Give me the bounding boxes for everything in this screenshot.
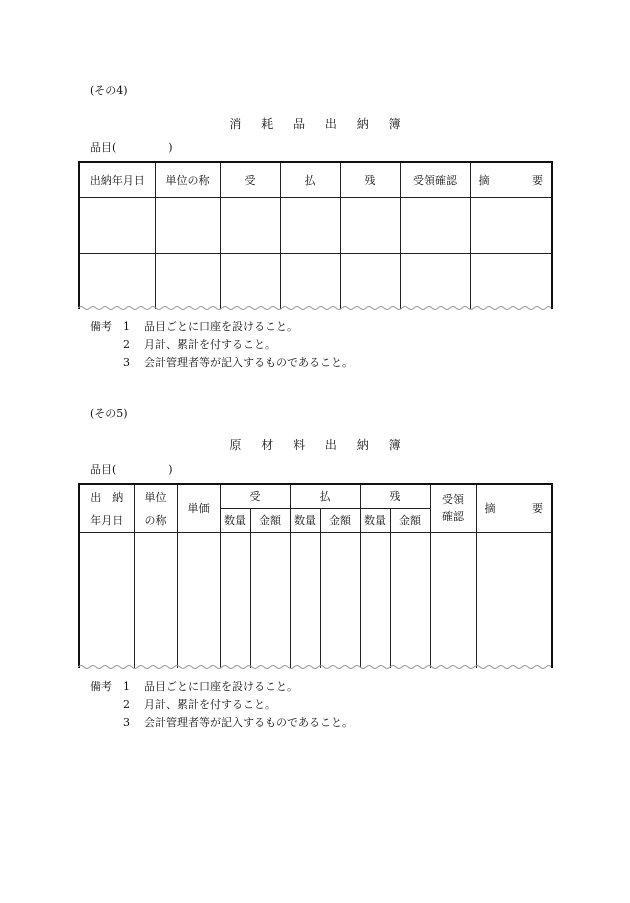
section4-notes (90, 318, 353, 372)
col-tanka: 単価 (177, 484, 220, 532)
section5-notes (90, 678, 353, 732)
col-juryou: 受領確認 (400, 162, 470, 197)
juryou-top: 受領 (442, 493, 464, 507)
col-tani: 単位の称 (155, 162, 220, 197)
col-juryou (430, 484, 476, 532)
section4-label: (その4) (90, 84, 128, 97)
hinmoku-suffix: ) (168, 141, 173, 154)
col-uke: 受 (220, 162, 280, 197)
col-suitou-bottom: 年月日 (79, 508, 134, 532)
note-text: 月計、累計を付すること。 (144, 338, 276, 351)
col-harai-suuryou: 数量 (290, 508, 320, 532)
section4-wavy-break (78, 304, 551, 312)
title-char: 出 (324, 438, 337, 452)
title-char: 料 (293, 438, 306, 452)
hinmoku-prefix: 品目( (90, 141, 117, 154)
notes-head: 備考 (90, 680, 112, 693)
col-tekiyou (476, 484, 552, 532)
section4-ledger-table (78, 161, 553, 309)
col-uke-kingaku: 金額 (250, 508, 290, 532)
col-tani-bottom: の称 (134, 508, 177, 532)
title-char: 材 (261, 438, 274, 452)
note-num: 2 (123, 698, 130, 711)
section5-ledger-table (78, 483, 553, 668)
section5-wavy-break (78, 663, 551, 671)
title-char: 出 (324, 117, 337, 131)
juryou-bottom: 確認 (442, 510, 464, 524)
note-text: 会計管理者等が記入するものであること。 (144, 356, 353, 369)
section4-title (0, 115, 630, 132)
col-uke-suuryou: 数量 (220, 508, 250, 532)
section5-hinmoku (90, 461, 173, 477)
col-zan-kingaku: 金額 (390, 508, 430, 532)
tekiyou-char: 摘 (484, 502, 496, 516)
col-zan: 残 (340, 162, 400, 197)
title-char: 納 (356, 117, 369, 131)
note-text: 品目ごとに口座を設けること。 (144, 680, 298, 693)
table-row (79, 253, 552, 309)
title-char: 消 (229, 117, 242, 131)
title-char: 耗 (261, 117, 274, 131)
section4-hinmoku (90, 139, 173, 155)
tekiyou-char: 摘 (478, 173, 490, 187)
col-suitou-date: 出納年月日 (79, 162, 155, 197)
title-char: 簿 (388, 117, 401, 131)
col-uke: 受 (220, 484, 290, 508)
hinmoku-prefix: 品目( (90, 463, 117, 476)
tekiyou-char: 要 (532, 173, 543, 187)
note-num: 1 (123, 680, 130, 693)
table-row (79, 197, 552, 253)
notes-head: 備考 (90, 320, 112, 333)
col-zan: 残 (360, 484, 430, 508)
col-suitou-top: 出 納 (79, 484, 134, 508)
note-num: 1 (123, 320, 130, 333)
title-char: 品 (293, 117, 306, 131)
col-zan-suuryou: 数量 (360, 508, 390, 532)
col-harai: 払 (290, 484, 360, 508)
title-char: 簿 (388, 438, 401, 452)
tekiyou-char: 要 (532, 502, 543, 516)
col-harai: 払 (280, 162, 340, 197)
note-text: 会計管理者等が記入するものであること。 (144, 716, 353, 729)
section5-title (0, 436, 630, 453)
col-harai-kingaku: 金額 (320, 508, 360, 532)
note-num: 2 (123, 338, 130, 351)
col-tani-top: 単位 (134, 484, 177, 508)
note-num: 3 (123, 356, 130, 369)
note-text: 品目ごとに口座を設けること。 (144, 320, 298, 333)
note-text: 月計、累計を付すること。 (144, 698, 276, 711)
col-tekiyou (470, 162, 552, 197)
hinmoku-suffix: ) (168, 463, 173, 476)
table-row (79, 532, 552, 668)
title-char: 原 (229, 438, 242, 452)
note-num: 3 (123, 716, 130, 729)
section5-label: (その5) (90, 407, 128, 420)
title-char: 納 (356, 438, 369, 452)
